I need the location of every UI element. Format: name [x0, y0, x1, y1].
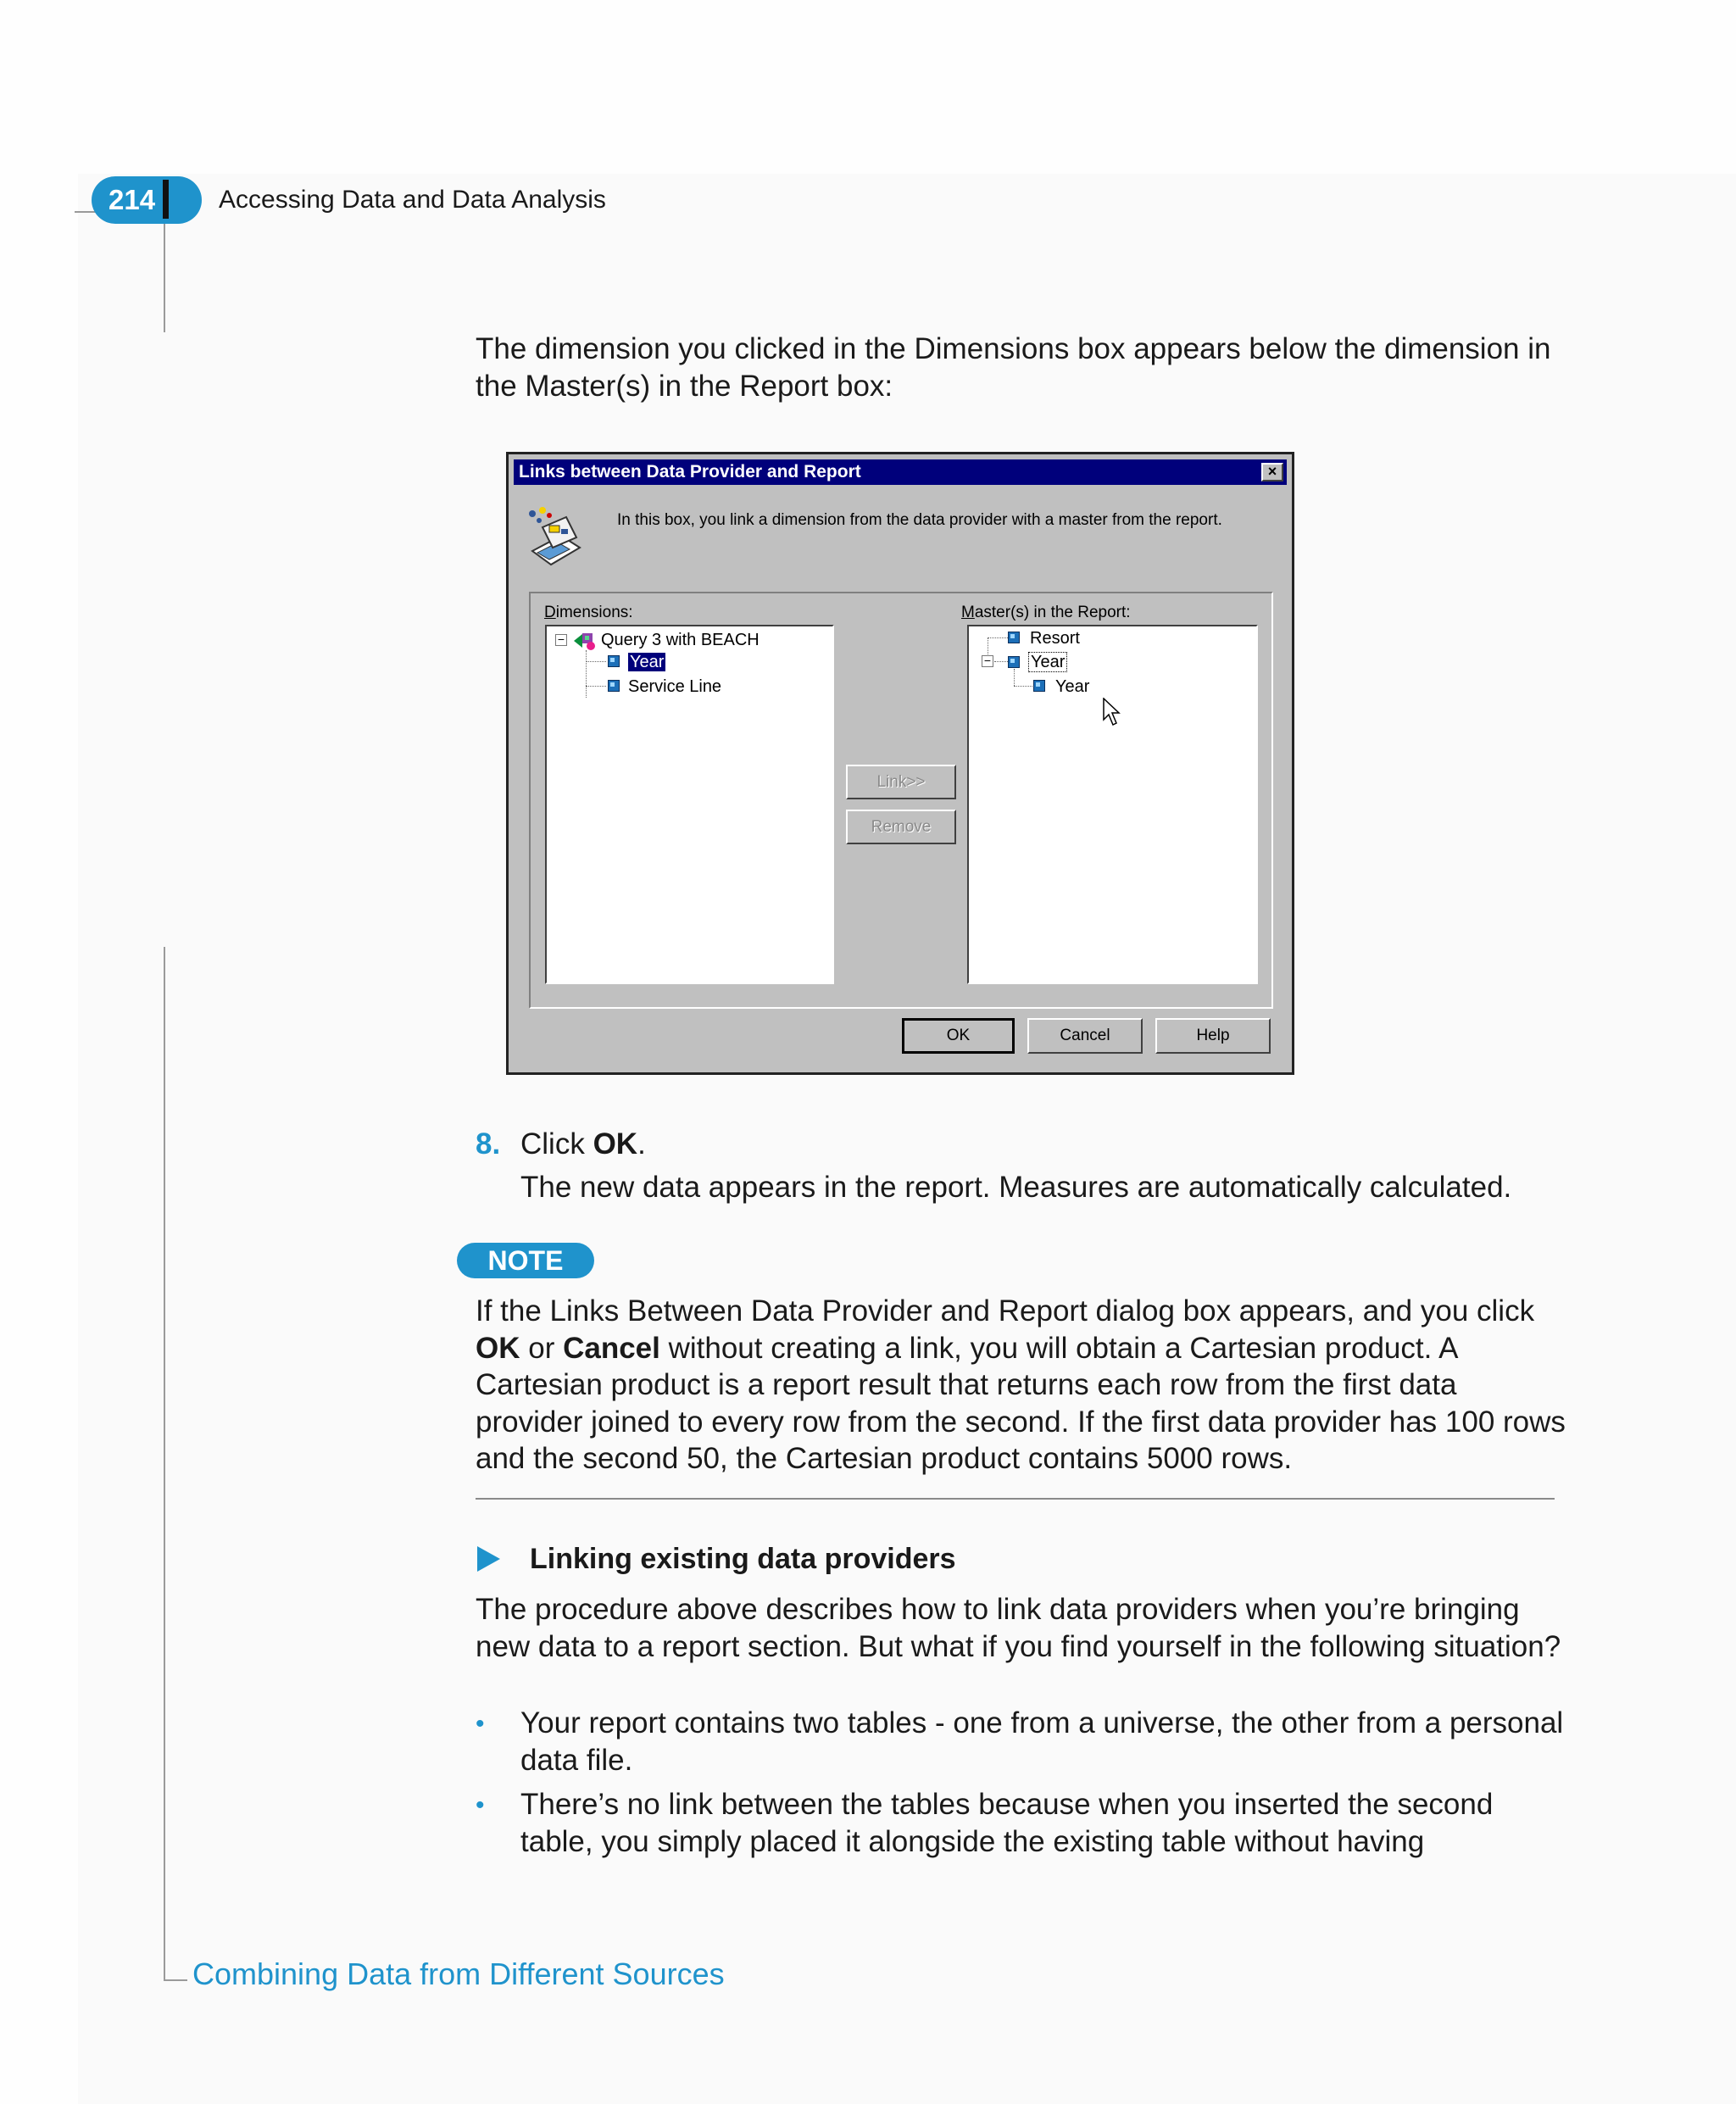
tree-connector — [586, 686, 606, 687]
tree-node-linked-year[interactable]: Year — [1055, 677, 1090, 696]
collapse-icon[interactable]: − — [555, 634, 567, 646]
collapse-icon[interactable]: − — [982, 655, 993, 667]
link-button[interactable]: Link>> — [846, 765, 956, 799]
close-button[interactable]: × — [1261, 463, 1283, 481]
tree-connector — [1014, 686, 1032, 687]
tree-connector — [988, 637, 1008, 638]
bullet-icon: • — [476, 1791, 485, 1819]
tree-node-year-master[interactable]: Year — [1028, 651, 1067, 673]
note-paragraph: If the Links Between Data Provider and Report dialog box appears, and you click OK or Cancel without creating a link, you will obtain a Cartesian product. A Cartesian product is a report result that returns each row from the first data provider joined to every row from the second. If the first data provider has 100 rows and the second 50, the Cartesian product contains 5000 rows. — [476, 1294, 1566, 1475]
dimensions-tree[interactable] — [545, 625, 834, 984]
tree-node-query[interactable]: Query 3 with BEACH — [601, 631, 760, 649]
tree-connector — [586, 650, 587, 698]
bullet-item: There’s no link between the tables because when you inserted the second table, you simply placed it alongside the existing table without having — [520, 1788, 1494, 1858]
procedure-paragraph: The procedure above describes how to link data providers when you’re bringing new data to a report section. But what if you find yourself in the following situation? — [476, 1593, 1561, 1663]
dialog-title: Links between Data Provider and Report — [519, 462, 861, 481]
step-result: The new data appears in the report. Measures are automatically calculated. — [520, 1171, 1512, 1204]
running-title: Accessing Data and Data Analysis — [219, 186, 606, 214]
dimension-cube-icon — [1008, 656, 1020, 668]
mouse-pointer-icon — [1103, 698, 1121, 726]
help-button[interactable]: Help — [1155, 1018, 1271, 1054]
intro-paragraph: The dimension you clicked in the Dimensions box appears below the dimension in the Master(s) in the Report box: — [476, 332, 1551, 403]
margin-rule-bottom — [164, 947, 165, 1981]
links-dialog — [506, 452, 1294, 1075]
bullet-item: Your report contains two tables - one from a universe, the other from a personal data file. — [520, 1706, 1564, 1777]
dimensions-label: Dimensions: — [544, 604, 633, 621]
page-number: 214 — [108, 184, 156, 215]
note-divider — [476, 1498, 1555, 1500]
query-icon — [572, 631, 598, 651]
page-number-bar — [163, 180, 169, 219]
tree-node-year[interactable]: Year — [630, 653, 665, 671]
dimension-cube-icon — [608, 680, 620, 692]
tree-connector — [994, 661, 1008, 662]
dimension-cube-icon — [608, 655, 620, 667]
tree-node-service-line[interactable]: Service Line — [628, 677, 722, 696]
remove-button[interactable]: Remove — [846, 810, 956, 844]
tree-node-resort[interactable]: Resort — [1030, 629, 1080, 648]
ok-button[interactable]: OK — [902, 1018, 1015, 1054]
dimension-cube-icon — [1033, 680, 1045, 692]
footer-section-title: Combining Data from Different Sources — [192, 1956, 725, 1991]
tree-connector — [586, 661, 606, 662]
dialog-description: In this box, you link a dimension from the data provider with a master from the report. — [617, 511, 1222, 529]
step-instruction: Click OK. — [520, 1127, 646, 1161]
dimension-cube-icon — [1008, 632, 1020, 643]
procedure-heading: Linking existing data providers — [530, 1543, 956, 1575]
procedure-triangle-icon — [477, 1546, 500, 1572]
masters-tree[interactable] — [967, 625, 1258, 984]
dialog-title-bar — [514, 459, 1287, 485]
note-badge: NOTE — [457, 1243, 594, 1278]
link-wizard-icon — [524, 504, 587, 575]
bullet-icon: • — [476, 1710, 485, 1738]
tree-connector — [1014, 669, 1015, 686]
step-number: 8. — [476, 1127, 501, 1161]
footer-rule — [164, 1979, 187, 1981]
masters-label: Master(s) in the Report: — [961, 604, 1131, 621]
cancel-button[interactable]: Cancel — [1027, 1018, 1143, 1054]
